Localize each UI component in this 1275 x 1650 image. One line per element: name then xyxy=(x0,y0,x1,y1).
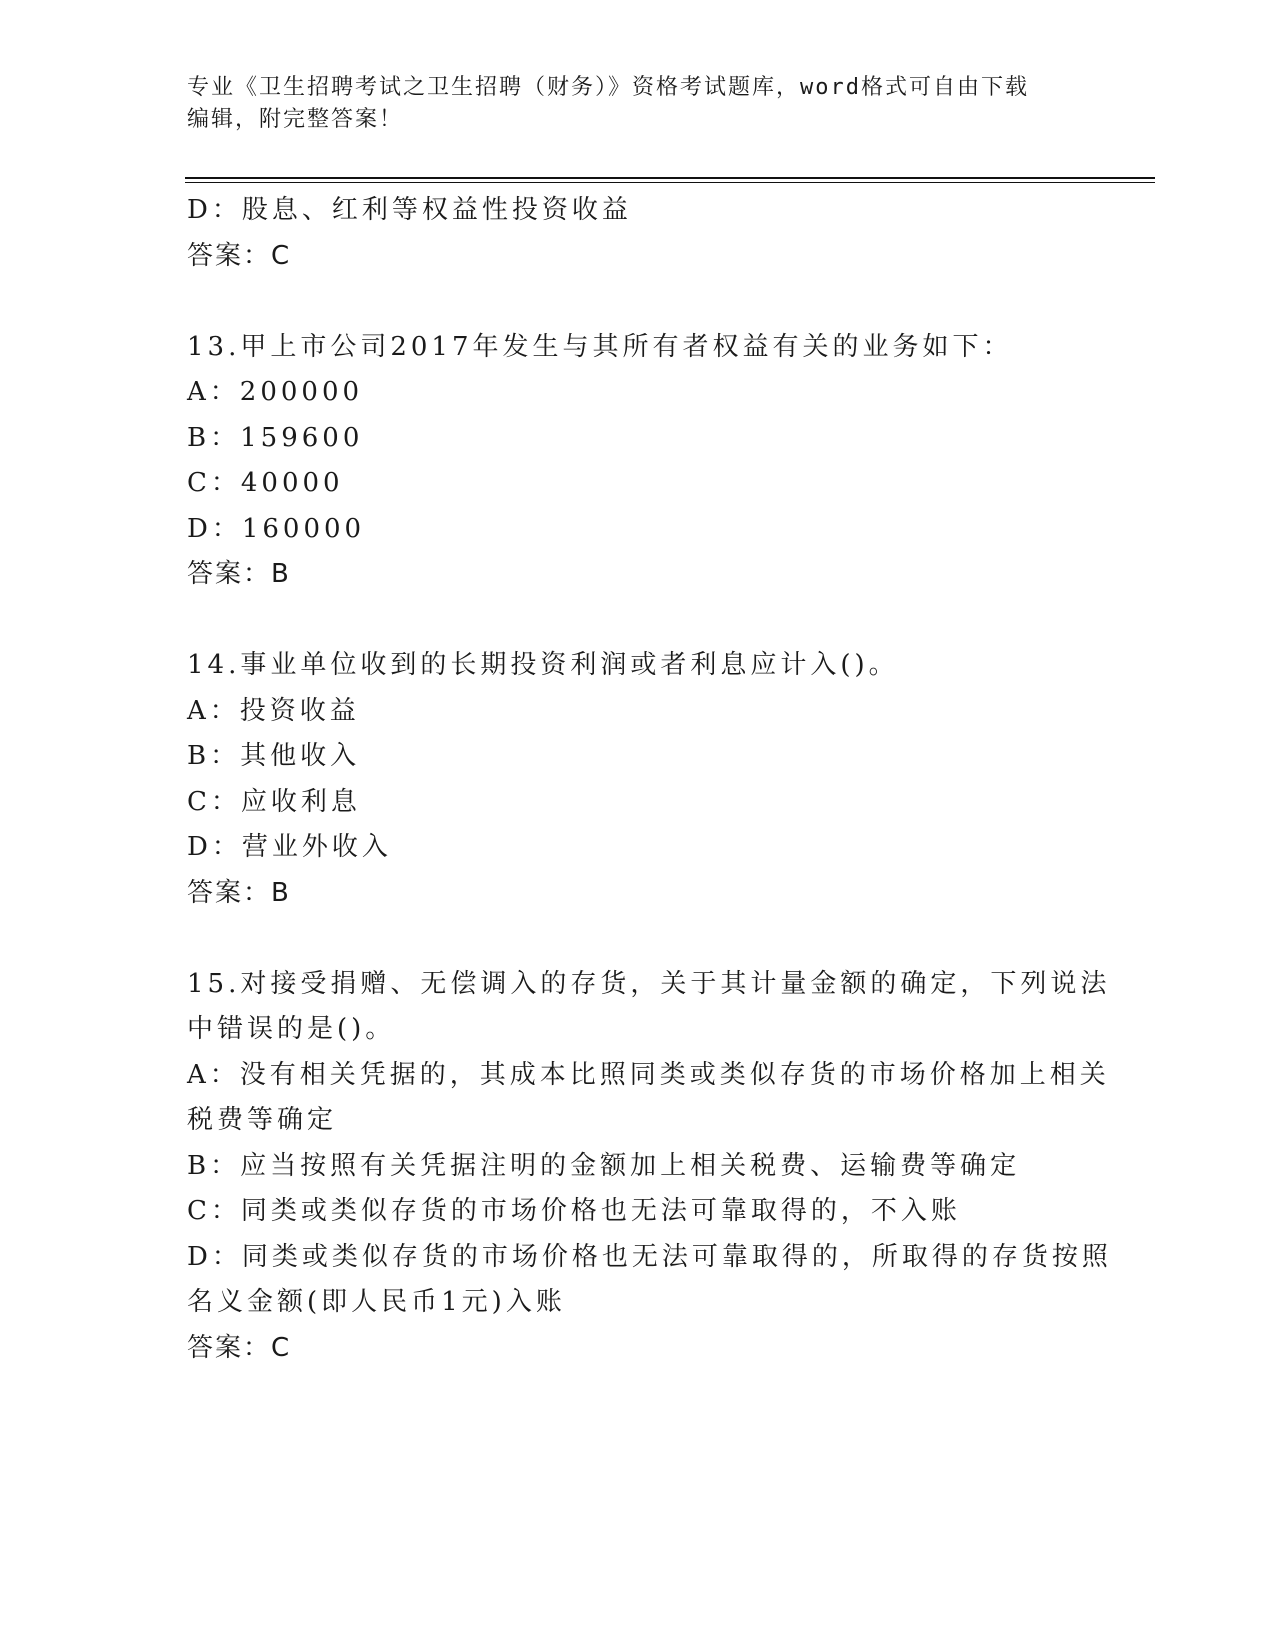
option-d: D：160000 xyxy=(187,513,366,544)
question-13 xyxy=(187,325,1087,598)
option-a: A：投资收益 xyxy=(187,695,360,726)
question-stem-line-2: 中错误的是()。 xyxy=(187,1014,396,1044)
header-line-2: 编辑，附完整答案！ xyxy=(187,107,404,132)
question-stem-line-1: 15.对接受捐赠、无偿调入的存货，关于其计量金额的确定，下列说法 xyxy=(187,968,1111,999)
question-12-tail xyxy=(187,188,1087,279)
question-14 xyxy=(187,643,1087,916)
option-b: B：其他收入 xyxy=(187,741,361,771)
question-stem: 14.事业单位收到的长期投资利润或者利息应计入()。 xyxy=(187,650,899,680)
document-header xyxy=(187,72,1087,136)
option-a-line-1: A：没有相关凭据的，其成本比照同类或类似存货的市场价格加上相关 xyxy=(187,1059,1110,1090)
question-list xyxy=(187,188,1112,1371)
option-a: A：200000 xyxy=(187,377,364,407)
option-c: C：40000 xyxy=(187,468,344,498)
option-d: D：营业外收入 xyxy=(187,832,392,862)
answer: 答案：C xyxy=(187,1332,292,1363)
header-line-1: 专业《卫生招聘考试之卫生招聘（财务）》资格考试题库，word格式可自由下载 xyxy=(187,75,1029,100)
spacer xyxy=(187,279,1087,325)
option-a-line-2: 税费等确定 xyxy=(187,1105,338,1135)
spacer xyxy=(187,598,1087,644)
option-d-line-2: 名义金额(即人民币1元)入账 xyxy=(187,1287,566,1317)
option-d-line-1: D：同类或类似存货的市场价格也无法可靠取得的，所取得的存货按照 xyxy=(187,1241,1112,1272)
option-c: C：应收利息 xyxy=(187,786,361,817)
option-b: B：159600 xyxy=(187,422,364,453)
answer: 答案：C xyxy=(187,240,292,271)
answer: 答案：B xyxy=(187,877,291,908)
spacer xyxy=(187,916,1087,962)
question-stem: 13.甲上市公司2017年发生与其所有者权益有关的业务如下： xyxy=(187,331,1013,362)
answer: 答案：B xyxy=(187,559,291,589)
option-d: D：股息、红利等权益性投资收益 xyxy=(187,195,632,225)
header-divider-thin xyxy=(185,182,1155,183)
option-b: B：应当按照有关凭据注明的金额加上相关税费、运输费等确定 xyxy=(187,1150,1021,1181)
question-15 xyxy=(187,962,1112,1372)
option-c: C：同类或类似存货的市场价格也无法可靠取得的，不入账 xyxy=(187,1196,961,1226)
header-divider-thick xyxy=(185,177,1155,179)
